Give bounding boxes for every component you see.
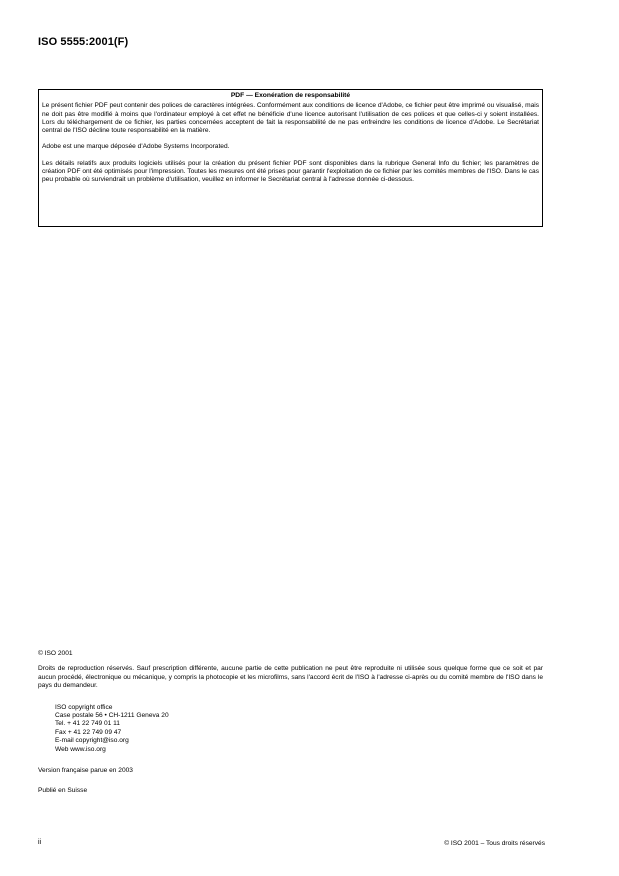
address-line: ISO copyright office [55, 703, 113, 711]
address-line: Case postale 56 • CH-1211 Geneva 20 [55, 712, 169, 720]
disclaimer-title: PDF — Exonération de responsabilité [230, 92, 351, 99]
address-line: Tel. + 41 22 749 01 11 [55, 720, 120, 728]
reproduction-rights-text: Droits de reproduction réservés. Sauf prescription différente, aucune partie de cette publication ne peut être reproduite ni utilisée sous quelque forme que ce soit et par aucun procédé, électronique ou mécanique, y compris la photocopie et les microfilms, sans l'accord écrit de l'ISO à l'adresse ci-après ou du comité membre de l'ISO dans le pays du demandeur. [38, 665, 543, 690]
disclaimer-paragraph: Adobe est une marque déposée d'Adobe Systems Incorporated. [42, 143, 230, 151]
copyright-section [38, 650, 543, 808]
address-line: Fax + 41 22 749 09 47 [55, 728, 122, 736]
footer-rights-note: © ISO 2001 – Tous droits réservés [444, 840, 545, 847]
disclaimer-paragraph: Le présent fichier PDF peut contenir des polices de caractères intégrées. Conformément aux conditions de licence d'Adobe, ce fichier peut être imprimé ou visualisé, mais ne doit pas être modifié à moins que l'ordinateur employé à cet effet ne bénéficie d'une licence autorisant l'utilisation de ces polices et que celles-ci y soient installées. Lors du téléchargement de ce fichier, les parties concernées acceptent de fait la responsabilité de ne pas enfreindre les conditions de licence d'Adobe. Le Secrétariat central de l'ISO décline toute responsabilité en la matière. [42, 102, 539, 135]
pdf-disclaimer-box [38, 89, 543, 227]
address-line: Web www.iso.org [55, 745, 106, 753]
published-note: Publié en Suisse [38, 787, 88, 795]
disclaimer-paragraph: Les détails relatifs aux produits logiciels utilisés pour la création du présent fichier PDF sont disponibles dans la rubrique General Info du fichier; les paramètres de création PDF ont été optimisés pour l'impression. Toutes les mesures ont été prises pour garantir l'exploitation de ce fichier par les comités membres de l'ISO. Dans le cas peu probable où surviendrait un problème d'utilisation, veuillez en informer le Secrétariat central à l'adresse donnée ci-dessous. [42, 159, 539, 184]
address-line: E-mail copyright@iso.org [55, 737, 129, 745]
copyright-office-address [55, 704, 543, 754]
version-note: Version française parue en 2003 [38, 767, 133, 775]
copyright-line: © ISO 2001 [38, 650, 73, 657]
page-number: ii [38, 839, 42, 846]
document-code: ISO 5555:2001(F) [38, 36, 129, 48]
